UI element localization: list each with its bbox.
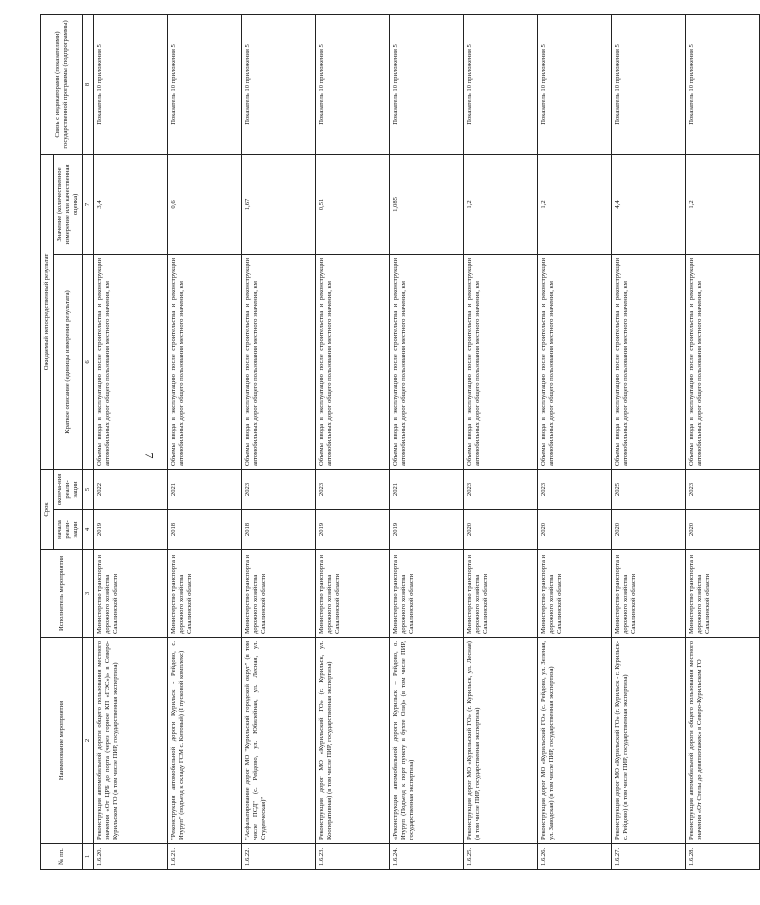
start-year: 2019 bbox=[316, 510, 390, 550]
result-value: 1,2 bbox=[686, 154, 760, 254]
measures-table bbox=[40, 14, 760, 870]
measure-executor: Министерство транспорта и дорожного хозяйства Сахалинской области bbox=[612, 550, 686, 638]
rotated-page bbox=[40, 15, 712, 870]
end-year: 2021 bbox=[390, 469, 464, 509]
measure-executor: Министерство транспорта и дорожного хозяйства Сахалинской области bbox=[390, 550, 464, 638]
row-number: 1.6.23. bbox=[316, 844, 390, 870]
result-description: Объемы ввода в эксплуатацию после строительства и реконструкции автомобильных дорог общего пользования местного значения, км bbox=[464, 254, 538, 469]
row-number: 1.6.20. bbox=[94, 844, 168, 870]
indicator-link: Показатель 10 приложения 5 bbox=[242, 14, 316, 154]
column-number: 1 bbox=[83, 844, 94, 870]
end-year: 2023 bbox=[242, 469, 316, 509]
header-result-value: Значение (количественное измерение или качественная оценка) bbox=[54, 154, 83, 254]
indicator-link: Показатель 10 приложения 5 bbox=[168, 14, 242, 154]
table-row bbox=[168, 14, 242, 869]
end-year: 2023 bbox=[316, 469, 390, 509]
header-result-desc: Краткое описание (единицы измерения результата) bbox=[54, 254, 83, 469]
measure-executor: Министерство транспорта и дорожного хозяйства Сахалинской области bbox=[242, 550, 316, 638]
row-number: 1.6.21. bbox=[168, 844, 242, 870]
start-year: 2019 bbox=[94, 510, 168, 550]
column-number: 2 bbox=[83, 638, 94, 844]
result-value: 1,2 bbox=[538, 154, 612, 254]
row-number: 1.6.22. bbox=[242, 844, 316, 870]
indicator-link: Показатель 10 приложения 5 bbox=[612, 14, 686, 154]
result-description: Объемы ввода в эксплуатацию после строительства и реконструкции автомобильных дорог общего пользования местного значения, км bbox=[538, 254, 612, 469]
result-value: 0,6 bbox=[168, 154, 242, 254]
indicator-link: Показатель 10 приложения 5 bbox=[538, 14, 612, 154]
page-number: 7 bbox=[142, 452, 157, 459]
table-row bbox=[464, 14, 538, 869]
measure-name: "Реконструкция автомобильной дороги Курильск - Рейдово, с. Итуруп" (подъезд к складу ГСМ с. Китовый) (I пусковой комплекс) bbox=[168, 638, 242, 844]
indicator-link: Показатель 10 приложения 5 bbox=[316, 14, 390, 154]
header-term: Срок bbox=[41, 469, 54, 549]
row-number: 1.6.25. bbox=[464, 844, 538, 870]
indicator-link: Показатель 10 приложения 5 bbox=[686, 14, 760, 154]
header-num: № пп. bbox=[41, 844, 83, 870]
start-year: 2020 bbox=[538, 510, 612, 550]
indicator-link: Показатель 10 приложения 5 bbox=[390, 14, 464, 154]
table-row bbox=[390, 14, 464, 869]
result-description: Объемы ввода в эксплуатацию после строительства и реконструкции автомобильных дорог общего пользования местного значения, км bbox=[316, 254, 390, 469]
header-link: Связь с индикаторами (показателями) государственной программы (подпрограммы) bbox=[41, 14, 83, 154]
header-term-start: начала реали-зации bbox=[54, 510, 83, 550]
result-value: 1,67 bbox=[242, 154, 316, 254]
measure-executor: Министерство транспорта и дорожного хозяйства Сахалинской области bbox=[538, 550, 612, 638]
column-number: 8 bbox=[83, 14, 94, 154]
measure-name: "Асфальтирование дорог МО "Курильский городской округ" (в том числе ПСД" (с. Рейдово, ул. Юбилейная, ул. Лесная, ул. Студенческая)" bbox=[242, 638, 316, 844]
row-number: 1.6.28. bbox=[686, 844, 760, 870]
result-description: Объемы ввода в эксплуатацию после строительства и реконструкции автомобильных дорог общего пользования местного значения, км bbox=[168, 254, 242, 469]
measure-name: Реконструкция дорог МО «Курильский ГО» (с. Рейдово, ул. Зеленая, ул. Заводская) (в том числе ПИР, государственная экспертиза) bbox=[538, 638, 612, 844]
row-number: 1.6.27. bbox=[612, 844, 686, 870]
measure-executor: Министерство транспорта и дорожного хозяйства Сахалинской области bbox=[168, 550, 242, 638]
result-value: 1,2 bbox=[464, 154, 538, 254]
measure-name: Реконструкция дорог МО «Курильский ГО» (г. Курильск - г. Курильск-с. Рейдово) (в том числе ПИР, государственная экспертиза) bbox=[612, 638, 686, 844]
start-year: 2019 bbox=[390, 510, 464, 550]
result-value: 0,51 bbox=[316, 154, 390, 254]
column-number: 7 bbox=[83, 154, 94, 254]
end-year: 2023 bbox=[464, 469, 538, 509]
start-year: 2020 bbox=[464, 510, 538, 550]
measure-name: Реконструкция дорог МО «Курильский ГО» (г. Курильск, ул. Кооперативная) (в том числе ПИР, государственная экспертиза) bbox=[316, 638, 390, 844]
start-year: 2020 bbox=[612, 510, 686, 550]
column-number: 3 bbox=[83, 550, 94, 638]
measure-name: Реконструкция автомобильной дороги общего пользования местного значения «От Стелы до девятиэтажек» в Северо-Курильском ГО bbox=[686, 638, 760, 844]
table-row bbox=[316, 14, 390, 869]
column-number: 6 bbox=[83, 254, 94, 469]
header-result: Ожидаемый непосредственный результат bbox=[41, 154, 54, 469]
measure-name: Реконструкция автомобильной дороги общего пользования местного значения «От ЦРБ до порта (через горное КП «ГЭС»)» в Северо-Курильском ГО (в том числе ПИР, государственная экспертиза) bbox=[94, 638, 168, 844]
result-description: Объемы ввода в эксплуатацию после строительства и реконструкции автомобильных дорог общего пользования местного значения, км bbox=[94, 254, 168, 469]
start-year: 2018 bbox=[242, 510, 316, 550]
start-year: 2018 bbox=[168, 510, 242, 550]
column-number: 5 bbox=[83, 469, 94, 509]
result-description: Объемы ввода в эксплуатацию после строительства и реконструкции автомобильных дорог общего пользования местного значения, км bbox=[390, 254, 464, 469]
table-row bbox=[538, 14, 612, 869]
header-executor: Исполнитель мероприятия bbox=[41, 550, 83, 638]
indicator-link: Показатель 10 приложения 5 bbox=[464, 14, 538, 154]
table-row bbox=[612, 14, 686, 869]
table-row bbox=[94, 14, 168, 869]
measure-executor: Министерство транспорта и дорожного хозяйства Сахалинской области bbox=[316, 550, 390, 638]
measure-name: «Реконструкция автомобильной дороги Курильск – Рейдово, о. Итуруп (Подъезд к порт пункту в бухте Оля)» (в том числе ПИР, государственная экспертиза) bbox=[390, 638, 464, 844]
measure-executor: Министерство транспорта и дорожного хозяйства Сахалинской области bbox=[464, 550, 538, 638]
end-year: 2023 bbox=[538, 469, 612, 509]
row-number: 1.6.26. bbox=[538, 844, 612, 870]
table-row bbox=[686, 14, 760, 869]
measure-executor: Министерство транспорта и дорожного хозяйства Сахалинской области bbox=[94, 550, 168, 638]
end-year: 2025 bbox=[612, 469, 686, 509]
end-year: 2023 bbox=[686, 469, 760, 509]
result-value: 3,4 bbox=[94, 154, 168, 254]
result-description: Объемы ввода в эксплуатацию после строительства и реконструкции автомобильных дорог общего пользования местного значения, км bbox=[686, 254, 760, 469]
start-year: 2020 bbox=[686, 510, 760, 550]
end-year: 2021 bbox=[168, 469, 242, 509]
end-year: 2022 bbox=[94, 469, 168, 509]
result-description: Объемы ввода в эксплуатацию после строительства и реконструкции автомобильных дорог общего пользования местного значения, км bbox=[612, 254, 686, 469]
row-number: 1.6.24. bbox=[390, 844, 464, 870]
result-value: 4,4 bbox=[612, 154, 686, 254]
column-number: 4 bbox=[83, 510, 94, 550]
header-term-end: оконча-ния реали-зации bbox=[54, 469, 83, 509]
result-value: 1,085 bbox=[390, 154, 464, 254]
measure-name: Реконструкция дорог МО «Курильский ГО» (г. Курильск, ул. Лесная) (в том числе ПИР, государственная экспертиза) bbox=[464, 638, 538, 844]
column-numbers-row bbox=[83, 14, 94, 869]
result-description: Объемы ввода в эксплуатацию после строительства и реконструкции автомобильных дорог общего пользования местного значения, км bbox=[242, 254, 316, 469]
table-row bbox=[242, 14, 316, 869]
header-name: Наименование мероприятия bbox=[41, 638, 83, 844]
measure-executor: Министерство транспорта и дорожного хозяйства Сахалинской области bbox=[686, 550, 760, 638]
indicator-link: Показатель 10 приложения 5 bbox=[94, 14, 168, 154]
